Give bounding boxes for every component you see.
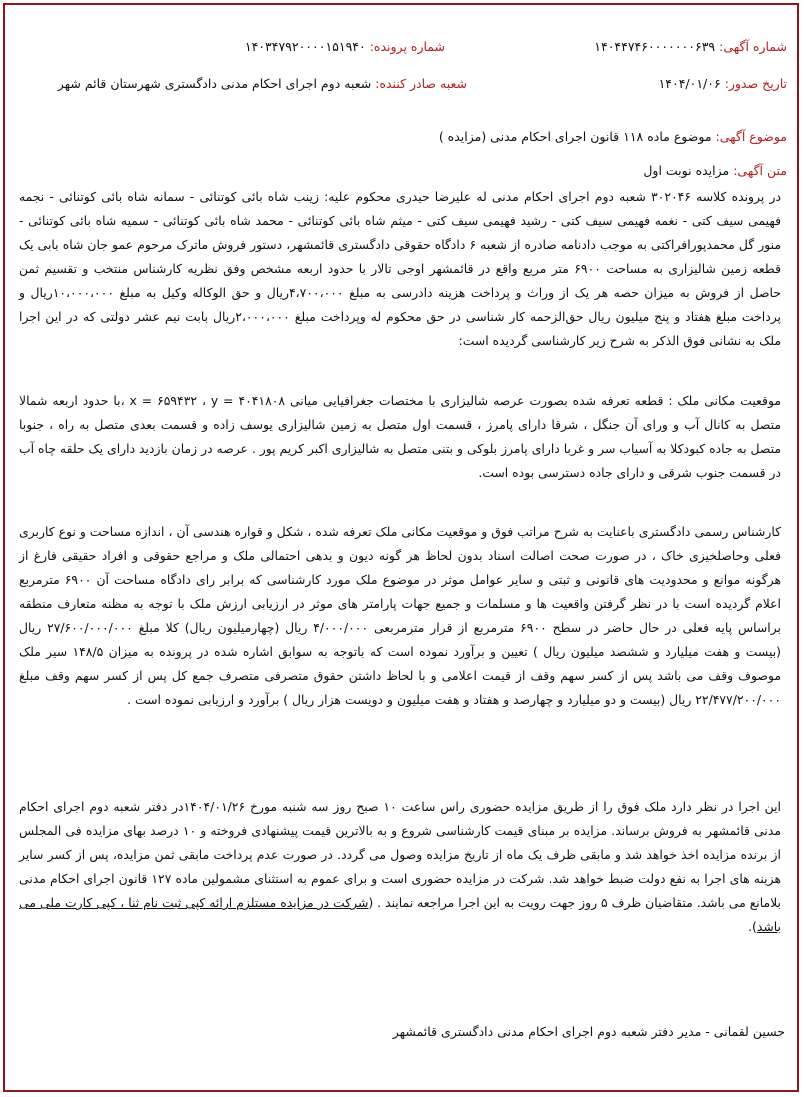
applicants-text: متقاضیان ظرف ۵ روز جهت رویت به این اجرا مراجعه نمایند . ( xyxy=(368,895,693,910)
issuer-value: شعبه دوم اجرای احکام مدنی دادگستری شهرستان قائم شهر xyxy=(57,76,372,91)
text-title: مزایده نوبت اول xyxy=(643,163,730,178)
issue-date-value: ۱۴۰۴/۰۱/۰۶ xyxy=(658,76,721,91)
issuer xyxy=(58,76,467,91)
notice-frame xyxy=(3,3,799,1092)
ad-number-value: ۱۴۰۴۴۷۴۶۰۰۰۰۰۰۰۶۳۹ xyxy=(594,39,716,54)
paragraph-auction-schedule: این اجرا در نظر دارد ملک فوق را از طریق مزایده حضوری راس ساعت ۱۰ صبح روز سه شنبه مورخ ۱۴۰۴/۰۱/۲۶در دفتر شعبه دوم اجرای احکام مدنی قائمشهر به فروش برساند. مزایده بر مبنای قیمت کارشناسی شروع و به بالاترین قیمت پیشنهادی فروخته و ۱۰ درصد بهای مزایده فی المجلس از برنده مزایده اخذ خواهد شد و مابقی ظرف یک ماه از تاریخ مزایده وصول می گردد. در صورت عدم پرداخت مابقی ثمن مزایده، پس از کسر سایر هزینه های اجرا به نفع دولت ضبط خواهد شد. xyxy=(19,799,782,886)
signature: حسین لقمانی - مدیر دفتر شعبه دوم اجرای احکام مدنی دادگستری قائمشهر xyxy=(392,1024,785,1039)
paragraph-applicants xyxy=(19,895,781,934)
issue-date-label: تاریخ صدور: xyxy=(724,76,787,91)
ad-number xyxy=(594,39,787,54)
case-number xyxy=(245,39,445,54)
paragraph-case-details: در پرونده کلاسه ۳۰۲۰۴۶ شعبه دوم اجرای احکام مدنی له علیرضا حیدری محکوم علیه: زینب شاه بائی کوتنائی - سمانه شاه بائی کوتنائی - نجمه فهیمی سیف کتی - نغمه فهیمی سیف کتی - رشید فهیمی سیف کتی - میثم شاه بائی کوتنائی - محمد شاه بائی کوتنائی - سمیه شاه بائی کوتنائی - منور گل محمدپورافراکتی به موجب دادنامه صادره از شعبه ۶ دادگاه حقوقی دادگستری قائمشهر، دستور فروش ماترک مرحوم عمو جان شاه بابی یک قطعه زمین شالیزاری به مساحت ۶۹۰۰ متر مربع واقع در قائمشهر اوجی تالار با حدود اربعه مشخص وفق نظریه کارشناس منتخب و تقسیم ثمن حاصل از فروش به میزان حصه هر یک از وراث و پرداخت هزینه دادرسی به مبلغ ۴،۷۰۰،۰۰۰ریال و حق الوکاله وکیل به مبلغ ۱۰،۰۰۰،۰۰۰ریال و پرداخت مبلغ هفتاد و پنج میلیون ریال حق‌الزحمه کار شناسی در حق محکوم له وپرداخت مبلغ ۲،۰۰۰،۰۰۰ریال بابت نیم عشر دولتی که در این اجرا ملک به نشانی فوق الذکر به شرح زیر کارشناسی گردیده است: xyxy=(19,189,781,348)
case-number-value: ۱۴۰۳۴۷۹۲۰۰۰۰۱۵۱۹۴۰ xyxy=(244,39,366,54)
subject-label: موضوع آگهی: xyxy=(715,129,787,144)
case-number-label: شماره پرونده: xyxy=(369,39,445,54)
registration-requirement: شرکت در مزایده مستلزم ارائه کپی ثبت نام ثنا ، کپی کارت ملی می باشد xyxy=(19,895,781,934)
paragraph-location: موقعیت مکانی ملک : قطعه تعرفه شده بصورت عرصه شالیزاری با مختصات جغرافیایی میانی x = ۶۵۹۴۳۲ ، y = ۴۰۴۱۸۰۸ ،با حدود اربعه شمالا متصل به کانال آب و ورای آن جنگل ، شرقا دارای پامرز ، قسمت اول متصل به زمین شالیزاری یوسف زاده و قسمت بعدی متصل به راه ، جنوبا متصل به جاده کبودکلا به آسیاب سر و غربا دارای پامرز بلوکی و بتنی متصل به شالیزاری اکبر کریم پور . عرصه در زمان بازدید دارای یک حلقه چاه آب در قسمت جنوب شرقی و دارای جاده دسترسی بوده است. xyxy=(19,393,781,480)
subject xyxy=(439,129,787,144)
subject-value: موضوع ماده ۱۱۸ قانون اجرای احکام مدنی (مزایده ) xyxy=(438,129,712,144)
paragraph-participation: شرکت در مزایده حضوری است و برای عموم به استثنای مشمولین ماده ۱۲۷ قانون اجرای احکام مدنی بلامانع می باشد. xyxy=(19,871,781,910)
ad-number-label: شماره آگهی: xyxy=(719,39,787,54)
issue-date xyxy=(659,76,787,91)
issuer-label: شعبه صادر کننده: xyxy=(375,76,467,91)
applicants-end: ). xyxy=(748,919,757,934)
auction-terms xyxy=(19,795,781,939)
text-label: متن آگهی: xyxy=(733,163,787,178)
notice-text-heading xyxy=(643,163,787,178)
paragraph-expert-valuation: کارشناس رسمی دادگستری باعنایت به شرح مراتب فوق و موقعیت مکانی ملک تعرفه شده ، شکل و قواره هندسی آن ، اندازه مساحت و نوع کاربری فعلی وحاصلخیزی خاک ، در صورت صحت اصالت اسناد بدون لحاظ هر گونه دیون و بدهی احتمالی ملک و مراجع حقوقی و افراد حقیقی فارغ از هرگونه موانع و محدودیت های قانونی و ثبتی و سایر عوامل موثر در موضوع ملک مورد کارشناسی که برابر رای دادگاه مساحت آن ۶۹۰۰ مترمربع اعلام گردیده است با در نظر گرفتن واقعیت ها و مسلمات و جمیع جهات پارامتر های موثر در ارزیابی ارزش ملک با توجه به مظنه متعارف منطقه براساس پایه فعلی در حال حاضر در سطح ۶۹۰۰ مترمربع از قرار مترمربعی ۴/۰۰۰/۰۰۰ ریال (چهارمیلیون ریال) کلا مبلغ ۲۷/۶۰۰/۰۰۰/۰۰۰ ریال (بیست و هفت میلیارد و ششصد میلیون ریال ) تعیین و برآورد نموده است که باتوجه به سوابق اشاره شده در پرونده به میزان ۱۴۸/۵ سیر ملک موصوف وقف می باشد پس از کسر سهم وقف از قیمت اعلامی و با لحاظ داشتن حقوق متصرفی متصرف جمع کل پس از کسر سهم وقف مبلغ ۲۲/۴۷۷/۲۰۰/۰۰۰ ریال (بیست و دو میلیارد و چهارصد و هفتاد و هفت میلیون و دویست هزار ریال ) برآورد و ارزیابی نموده است . xyxy=(19,524,781,707)
